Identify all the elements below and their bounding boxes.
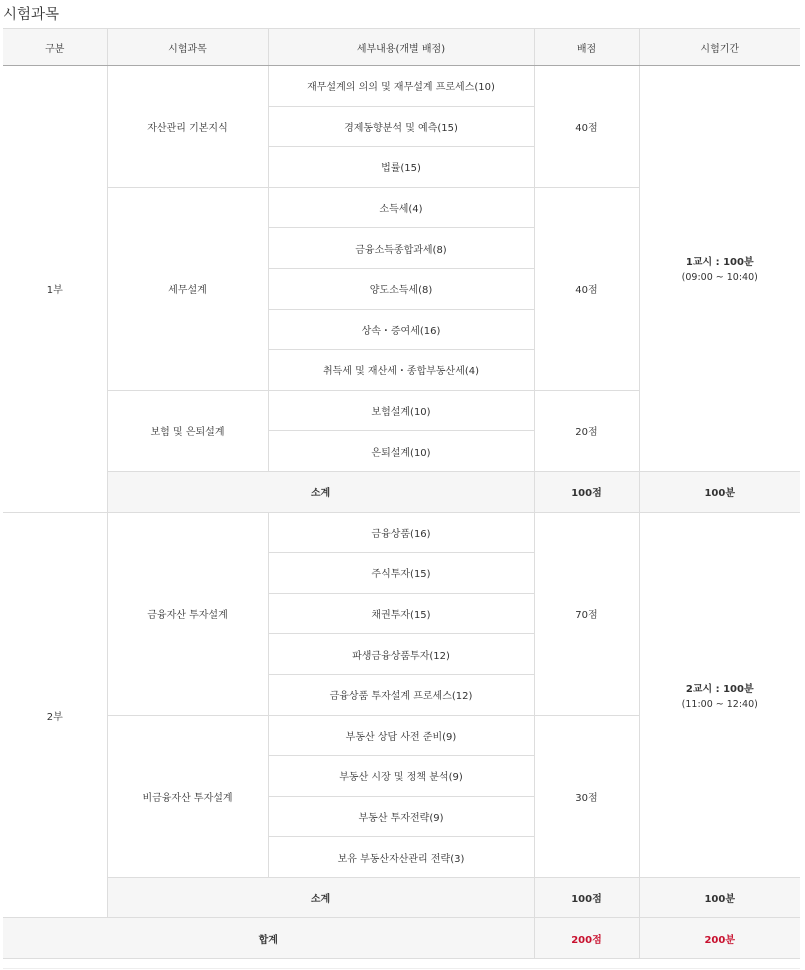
header-division: 구분: [3, 29, 107, 66]
detail-item: 주식투자(15): [268, 553, 534, 594]
header-exam-time: 시험기간: [639, 29, 800, 66]
part-2-label: 2부: [3, 512, 107, 918]
total-score: 200점: [534, 918, 639, 959]
table-row: [3, 66, 800, 107]
header-score: 배점: [534, 29, 639, 66]
exam-period: 2교시 : 100분: [685, 683, 754, 695]
exam-subjects-table: [3, 28, 800, 959]
subject-name: 비금융자산 투자설계: [107, 715, 268, 877]
subject-name: 금융자산 투자설계: [107, 512, 268, 715]
subject-name: 자산관리 기본지식: [107, 66, 268, 188]
subtotal-score: 100점: [534, 877, 639, 918]
detail-item: 금융소득종합과세(8): [268, 228, 534, 269]
detail-item: 소득세(4): [268, 187, 534, 228]
subject-score: 40점: [534, 66, 639, 188]
subject-name: 보험 및 은퇴설계: [107, 390, 268, 471]
subject-score: 40점: [534, 187, 639, 390]
total-row: [3, 918, 800, 959]
detail-item: 상속・증여세(16): [268, 309, 534, 350]
subject-name: 세무설계: [107, 187, 268, 390]
detail-item: 파생금융상품투자(12): [268, 634, 534, 675]
detail-item: 금융상품(16): [268, 512, 534, 553]
detail-item: 금융상품 투자설계 프로세스(12): [268, 674, 534, 715]
part-2-exam-time: [639, 512, 800, 877]
detail-item: 보유 부동산자산관리 전략(3): [268, 837, 534, 878]
section-divider: [3, 968, 800, 969]
subtotal-label: 소계: [107, 471, 534, 512]
page-title: 시험과목: [3, 7, 60, 23]
detail-item: 양도소득세(8): [268, 268, 534, 309]
detail-item: 부동산 투자전략(9): [268, 796, 534, 837]
exam-time-range: (11:00 ~ 12:40): [681, 698, 758, 710]
part-1-label: 1부: [3, 66, 107, 513]
detail-item: 부동산 상담 사전 준비(9): [268, 715, 534, 756]
table-header-row: [3, 29, 800, 66]
part-1-exam-time: [639, 66, 800, 472]
table-row: [3, 512, 800, 553]
detail-item: 취득세 및 재산세・종합부동산세(4): [268, 350, 534, 391]
detail-item: 법률(15): [268, 147, 534, 188]
subtotal-time: 100분: [639, 471, 800, 512]
subject-score: 30점: [534, 715, 639, 877]
exam-period: 1교시 : 100분: [685, 257, 754, 269]
detail-item: 부동산 시장 및 정책 분석(9): [268, 756, 534, 797]
subject-score: 20점: [534, 390, 639, 471]
subtotal-row: [3, 471, 800, 512]
detail-item: 은퇴설계(10): [268, 431, 534, 472]
subtotal-label: 소계: [107, 877, 534, 918]
detail-item: 재무설계의 의의 및 재무설계 프로세스(10): [268, 66, 534, 107]
subject-score: 70점: [534, 512, 639, 715]
header-subject: 시험과목: [107, 29, 268, 66]
subtotal-score: 100점: [534, 471, 639, 512]
subtotal-time: 100분: [639, 877, 800, 918]
total-time: 200분: [639, 918, 800, 959]
detail-item: 채권투자(15): [268, 593, 534, 634]
exam-time-range: (09:00 ~ 10:40): [681, 272, 758, 284]
detail-item: 경제동향분석 및 예측(15): [268, 106, 534, 147]
detail-item: 보험설계(10): [268, 390, 534, 431]
total-label: 합계: [3, 918, 534, 959]
header-details: 세부내용(개별 배점): [268, 29, 534, 66]
subtotal-row: [3, 877, 800, 918]
